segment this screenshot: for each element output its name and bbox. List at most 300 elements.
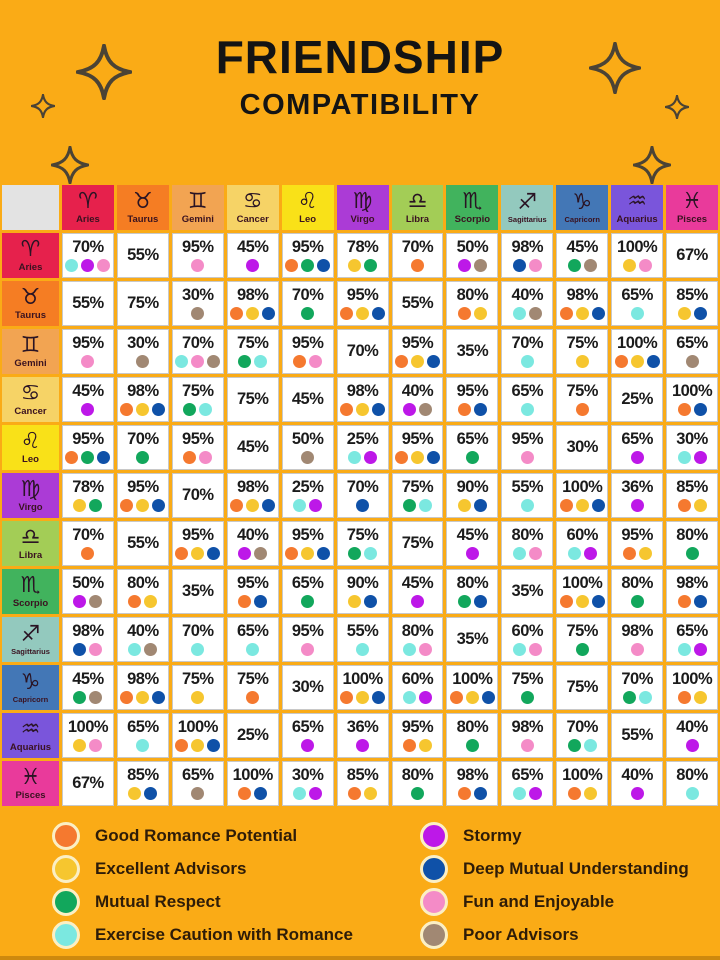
compatibility-percentage: 98% xyxy=(236,286,269,305)
trait-dots xyxy=(513,307,542,320)
row-header-scorpio xyxy=(2,569,59,614)
compatibility-percentage: 65% xyxy=(511,382,544,401)
purple-trait-dot-icon xyxy=(584,547,597,560)
compatibility-cell-scorpio-libra xyxy=(392,569,444,614)
trait-dots xyxy=(576,403,589,416)
compatibility-cell-scorpio-capricorn xyxy=(556,569,608,614)
cyan-trait-dot-icon xyxy=(521,403,534,416)
blue-trait-dot-icon xyxy=(152,691,165,704)
compatibility-cell-libra-leo xyxy=(282,521,334,566)
trait-dots xyxy=(411,259,424,272)
compatibility-cell-libra-aquarius xyxy=(611,521,663,566)
green-trait-dot-icon xyxy=(238,355,251,368)
cancer-glyph-icon: ♋ xyxy=(20,380,41,406)
brown-trait-dot-icon xyxy=(89,595,102,608)
brown-trait-dot-icon xyxy=(686,355,699,368)
trait-dots xyxy=(568,787,597,800)
cyan-trait-dot-icon xyxy=(246,643,259,656)
compatibility-percentage: 50% xyxy=(72,574,104,593)
trait-dots xyxy=(238,595,267,608)
trait-dots xyxy=(136,451,149,464)
column-header-libra xyxy=(392,185,444,230)
yellow-trait-dot-icon xyxy=(73,739,86,752)
compatibility-percentage: 85% xyxy=(676,478,708,497)
row-header-label: Scorpio xyxy=(12,597,49,609)
compatibility-percentage: 95% xyxy=(291,526,324,545)
cyan-trait-dot-icon xyxy=(568,547,581,560)
compatibility-percentage: 95% xyxy=(621,526,653,545)
trait-dots xyxy=(191,307,204,320)
legend-label: Deep Mutual Understanding xyxy=(463,859,689,878)
compatibility-percentage: 95% xyxy=(182,430,214,449)
compatibility-cell-leo-capricorn xyxy=(556,425,608,470)
compatibility-percentage: 80% xyxy=(127,574,159,593)
trait-dots xyxy=(73,643,102,656)
column-header-taurus xyxy=(117,185,169,230)
orange-trait-dot-icon xyxy=(560,499,573,512)
trait-dots xyxy=(191,691,204,704)
compatibility-percentage: 65% xyxy=(511,766,544,785)
compatibility-percentage: 98% xyxy=(511,718,544,737)
compatibility-cell-aquarius-virgo xyxy=(337,713,389,758)
blue-trait-dot-icon xyxy=(254,787,267,800)
row-header-aquarius xyxy=(2,713,59,758)
orange-trait-dot-icon xyxy=(678,595,691,608)
compatibility-percentage: 40% xyxy=(511,286,544,305)
compatibility-cell-sagittarius-libra xyxy=(392,617,444,662)
compatibility-cell-virgo-pisces xyxy=(666,473,718,518)
orange-trait-dot-icon xyxy=(293,355,306,368)
blue-trait-dot-icon xyxy=(317,547,330,560)
trait-dots xyxy=(238,787,267,800)
compatibility-cell-aries-pisces xyxy=(666,233,718,278)
compatibility-cell-leo-leo xyxy=(282,425,334,470)
compatibility-cell-taurus-aquarius xyxy=(611,281,663,326)
cyan-trait-dot-icon xyxy=(254,355,267,368)
compatibility-cell-gemini-aries xyxy=(62,329,114,374)
purple-trait-dot-icon xyxy=(403,403,416,416)
compatibility-cell-cancer-virgo xyxy=(337,377,389,422)
aries-glyph-icon: ♈ xyxy=(20,236,41,262)
compatibility-cell-libra-sagittarius xyxy=(501,521,553,566)
compatibility-percentage: 100% xyxy=(617,238,658,257)
compatibility-percentage: 100% xyxy=(562,478,603,497)
yellow-trait-dot-icon xyxy=(631,355,644,368)
orange-trait-dot-icon xyxy=(678,499,691,512)
compatibility-cell-capricorn-capricorn xyxy=(556,665,608,710)
compatibility-percentage: 45% xyxy=(291,389,324,408)
trait-dots xyxy=(631,499,644,512)
pink-trait-dot-icon xyxy=(301,643,314,656)
orange-trait-dot-icon xyxy=(560,307,573,320)
compatibility-cell-capricorn-leo xyxy=(282,665,334,710)
compatibility-cell-taurus-taurus xyxy=(117,281,169,326)
yellow-trait-dot-icon xyxy=(458,499,471,512)
trait-dots xyxy=(513,643,542,656)
trait-dots xyxy=(623,259,652,272)
sparkle-icon xyxy=(76,44,132,100)
green-trait-dot-icon xyxy=(183,403,196,416)
compatibility-percentage: 35% xyxy=(456,629,489,648)
pink-trait-dot-icon xyxy=(89,643,102,656)
legend-item-purple xyxy=(420,822,689,850)
page-title: FRIENDSHIP xyxy=(215,31,505,83)
compatibility-cell-virgo-libra xyxy=(392,473,444,518)
blue-trait-dot-icon xyxy=(427,355,440,368)
cyan-trait-dot-icon xyxy=(513,307,526,320)
compatibility-percentage: 98% xyxy=(621,622,653,641)
compatibility-cell-sagittarius-leo xyxy=(282,617,334,662)
trait-dots xyxy=(191,259,204,272)
orange-trait-dot-icon xyxy=(340,307,353,320)
green-trait-dot-icon xyxy=(466,451,479,464)
column-header-label: Aries xyxy=(76,213,100,225)
aries-glyph-icon: ♈ xyxy=(78,188,98,214)
libra-glyph-icon: ♎ xyxy=(407,188,428,214)
compatibility-percentage: 85% xyxy=(127,766,159,785)
compatibility-cell-scorpio-taurus xyxy=(117,569,169,614)
trait-dots xyxy=(403,691,432,704)
trait-dots xyxy=(678,451,707,464)
orange-trait-dot-icon xyxy=(458,307,471,320)
trait-dots xyxy=(631,307,644,320)
compatibility-percentage: 55% xyxy=(401,293,434,312)
yellow-trait-dot-icon xyxy=(136,499,149,512)
compatibility-cell-capricorn-scorpio xyxy=(446,665,498,710)
blue-trait-dot-icon xyxy=(474,595,487,608)
trait-dots xyxy=(623,691,652,704)
compatibility-cell-aries-capricorn xyxy=(556,233,608,278)
compatibility-cell-scorpio-sagittarius xyxy=(501,569,553,614)
compatibility-percentage: 60% xyxy=(511,622,544,641)
compatibility-cell-aquarius-aries xyxy=(62,713,114,758)
yellow-trait-dot-icon xyxy=(474,307,487,320)
trait-dots xyxy=(521,739,534,752)
trait-dots xyxy=(678,595,707,608)
trait-dots xyxy=(395,355,440,368)
compatibility-percentage: 55% xyxy=(127,245,159,264)
trait-dots xyxy=(246,259,259,272)
purple-trait-dot-icon xyxy=(309,499,322,512)
compatibility-percentage: 95% xyxy=(182,526,214,545)
brown-trait-dot-icon xyxy=(584,259,597,272)
column-header-scorpio xyxy=(446,185,498,230)
blue-trait-dot-icon xyxy=(474,403,487,416)
compatibility-cell-sagittarius-virgo xyxy=(337,617,389,662)
compatibility-percentage: 35% xyxy=(511,581,544,600)
green-legend-dot-icon xyxy=(52,888,80,916)
compatibility-percentage: 40% xyxy=(236,526,269,545)
virgo-glyph-icon: ♍ xyxy=(352,188,373,214)
compatibility-cell-taurus-gemini xyxy=(172,281,224,326)
compatibility-percentage: 75% xyxy=(566,334,598,353)
cyan-trait-dot-icon xyxy=(521,499,534,512)
compatibility-cell-virgo-cancer xyxy=(227,473,279,518)
compatibility-cell-leo-scorpio xyxy=(446,425,498,470)
blue-trait-dot-icon xyxy=(694,307,707,320)
purple-trait-dot-icon xyxy=(364,451,377,464)
compatibility-cell-sagittarius-capricorn xyxy=(556,617,608,662)
trait-dots xyxy=(285,259,330,272)
compatibility-percentage: 40% xyxy=(676,718,708,737)
compatibility-cell-pisces-aquarius xyxy=(611,761,663,806)
brown-trait-dot-icon xyxy=(191,787,204,800)
compatibility-percentage: 25% xyxy=(621,389,653,408)
compatibility-cell-pisces-scorpio xyxy=(446,761,498,806)
compatibility-percentage: 98% xyxy=(72,622,104,641)
column-header-capricorn xyxy=(556,185,608,230)
cyan-trait-dot-icon xyxy=(191,643,204,656)
purple-trait-dot-icon xyxy=(631,787,644,800)
compatibility-cell-gemini-libra xyxy=(392,329,444,374)
cyan-trait-dot-icon xyxy=(199,403,212,416)
compatibility-percentage: 95% xyxy=(236,574,269,593)
trait-dots xyxy=(340,403,385,416)
brown-trait-dot-icon xyxy=(89,691,102,704)
compatibility-matrix xyxy=(2,185,718,806)
compatibility-cell-sagittarius-gemini xyxy=(172,617,224,662)
trait-dots xyxy=(576,643,589,656)
compatibility-cell-gemini-scorpio xyxy=(446,329,498,374)
compatibility-cell-virgo-aquarius xyxy=(611,473,663,518)
orange-trait-dot-icon xyxy=(403,739,416,752)
compatibility-percentage: 95% xyxy=(511,430,544,449)
trait-dots xyxy=(678,643,707,656)
blue-trait-dot-icon xyxy=(317,259,330,272)
column-header-pisces xyxy=(666,185,718,230)
trait-dots xyxy=(513,547,542,560)
yellow-trait-dot-icon xyxy=(694,691,707,704)
compatibility-cell-cancer-pisces xyxy=(666,377,718,422)
yellow-trait-dot-icon xyxy=(576,355,589,368)
column-header-label: Scorpio xyxy=(454,213,491,225)
row-header-cancer xyxy=(2,377,59,422)
pink-trait-dot-icon xyxy=(97,259,110,272)
compatibility-cell-capricorn-virgo xyxy=(337,665,389,710)
orange-trait-dot-icon xyxy=(238,595,251,608)
page-subtitle: COMPATIBILITY xyxy=(239,89,481,121)
trait-dots xyxy=(183,403,212,416)
compatibility-percentage: 98% xyxy=(456,766,489,785)
aquarius-glyph-icon: ♒ xyxy=(20,716,41,742)
aquarius-glyph-icon: ♒ xyxy=(627,188,647,214)
compatibility-cell-scorpio-leo xyxy=(282,569,334,614)
compatibility-cell-leo-cancer xyxy=(227,425,279,470)
trait-dots xyxy=(631,451,644,464)
yellow-trait-dot-icon xyxy=(191,739,204,752)
pink-trait-dot-icon xyxy=(521,739,534,752)
orange-trait-dot-icon xyxy=(230,307,243,320)
column-header-label: Libra xyxy=(405,213,430,225)
compatibility-cell-cancer-gemini xyxy=(172,377,224,422)
sparkle-icon xyxy=(589,42,641,94)
cyan-trait-dot-icon xyxy=(293,787,306,800)
compatibility-percentage: 65% xyxy=(291,718,324,737)
row-header-label: Leo xyxy=(22,453,39,465)
compatibility-cell-scorpio-cancer xyxy=(227,569,279,614)
purple-trait-dot-icon xyxy=(466,547,479,560)
compatibility-percentage: 50% xyxy=(291,430,324,449)
compatibility-cell-taurus-virgo xyxy=(337,281,389,326)
trait-dots xyxy=(293,499,322,512)
compatibility-percentage: 36% xyxy=(621,478,653,497)
trait-dots xyxy=(356,499,369,512)
compatibility-percentage: 95% xyxy=(72,334,104,353)
compatibility-percentage: 70% xyxy=(346,478,379,497)
compatibility-percentage: 70% xyxy=(566,718,598,737)
compatibility-cell-capricorn-pisces xyxy=(666,665,718,710)
trait-dots xyxy=(301,595,314,608)
compatibility-percentage: 45% xyxy=(72,382,104,401)
matrix-corner-cell xyxy=(2,185,59,230)
orange-trait-dot-icon xyxy=(458,403,471,416)
pink-trait-dot-icon xyxy=(529,547,542,560)
trait-dots xyxy=(403,643,432,656)
row-header-label: Capricorn xyxy=(12,694,49,704)
trait-dots xyxy=(128,595,157,608)
compatibility-percentage: 75% xyxy=(566,382,598,401)
legend-label: Excellent Advisors xyxy=(95,859,247,878)
trait-dots xyxy=(120,691,165,704)
trait-dots xyxy=(175,355,220,368)
compatibility-cell-cancer-aries xyxy=(62,377,114,422)
compatibility-percentage: 45% xyxy=(236,437,269,456)
blue-trait-dot-icon xyxy=(474,787,487,800)
compatibility-cell-cancer-aquarius xyxy=(611,377,663,422)
compatibility-percentage: 90% xyxy=(456,478,489,497)
row-header-gemini xyxy=(2,329,59,374)
compatibility-cell-taurus-leo xyxy=(282,281,334,326)
orange-trait-dot-icon xyxy=(623,547,636,560)
trait-dots xyxy=(246,643,259,656)
orange-trait-dot-icon xyxy=(230,499,243,512)
cyan-trait-dot-icon xyxy=(364,547,377,560)
blue-trait-dot-icon xyxy=(356,499,369,512)
orange-trait-dot-icon xyxy=(183,451,196,464)
green-trait-dot-icon xyxy=(411,787,424,800)
compatibility-cell-aquarius-sagittarius xyxy=(501,713,553,758)
compatibility-percentage: 75% xyxy=(236,389,269,408)
compatibility-percentage: 70% xyxy=(182,334,214,353)
compatibility-percentage: 75% xyxy=(401,478,434,497)
compatibility-cell-aries-gemini xyxy=(172,233,224,278)
bottom-edge-shadow xyxy=(0,956,720,960)
blue-trait-dot-icon xyxy=(73,643,86,656)
compatibility-cell-pisces-leo xyxy=(282,761,334,806)
compatibility-percentage: 95% xyxy=(182,238,214,257)
compatibility-percentage: 95% xyxy=(401,334,434,353)
cyan-trait-dot-icon xyxy=(513,643,526,656)
column-header-virgo xyxy=(337,185,389,230)
row-header-capricorn xyxy=(2,665,59,710)
compatibility-cell-capricorn-libra xyxy=(392,665,444,710)
cyan-trait-dot-icon xyxy=(419,499,432,512)
yellow-trait-dot-icon xyxy=(348,259,361,272)
green-trait-dot-icon xyxy=(301,595,314,608)
purple-trait-dot-icon xyxy=(631,451,644,464)
trait-dots xyxy=(81,403,94,416)
compatibility-percentage: 65% xyxy=(456,430,489,449)
sparkle-icon xyxy=(31,94,55,118)
legend-column-left xyxy=(52,822,420,949)
trait-dots xyxy=(348,259,377,272)
trait-dots xyxy=(678,403,707,416)
compatibility-cell-scorpio-virgo xyxy=(337,569,389,614)
compatibility-cell-sagittarius-aquarius xyxy=(611,617,663,662)
compatibility-percentage: 65% xyxy=(182,766,214,785)
yellow-trait-dot-icon xyxy=(576,499,589,512)
green-trait-dot-icon xyxy=(458,595,471,608)
cyan-trait-dot-icon xyxy=(403,691,416,704)
row-header-label: Aries xyxy=(18,261,43,273)
sparkle-icon xyxy=(665,95,689,119)
legend xyxy=(52,822,689,949)
yellow-trait-dot-icon xyxy=(466,691,479,704)
compatibility-percentage: 80% xyxy=(621,574,653,593)
compatibility-cell-capricorn-taurus xyxy=(117,665,169,710)
pink-trait-dot-icon xyxy=(81,355,94,368)
purple-trait-dot-icon xyxy=(73,595,86,608)
compatibility-percentage: 100% xyxy=(562,766,603,785)
compatibility-cell-cancer-capricorn xyxy=(556,377,608,422)
yellow-trait-dot-icon xyxy=(246,499,259,512)
yellow-trait-dot-icon xyxy=(639,547,652,560)
row-header-label: Sagittarius xyxy=(11,646,50,656)
column-header-leo xyxy=(282,185,334,230)
orange-trait-dot-icon xyxy=(246,691,259,704)
trait-dots xyxy=(348,451,377,464)
trait-dots xyxy=(65,451,110,464)
cyan-trait-dot-icon xyxy=(348,451,361,464)
blue-trait-dot-icon xyxy=(694,595,707,608)
row-header-label: Cancer xyxy=(14,405,47,417)
row-header-label: Pisces xyxy=(15,789,46,801)
compatibility-cell-cancer-taurus xyxy=(117,377,169,422)
taurus-glyph-icon: ♉ xyxy=(133,188,153,214)
compatibility-percentage: 80% xyxy=(676,526,708,545)
compatibility-cell-virgo-sagittarius xyxy=(501,473,553,518)
row-header-virgo xyxy=(2,473,59,518)
compatibility-percentage: 40% xyxy=(401,382,434,401)
compatibility-percentage: 70% xyxy=(401,238,434,257)
yellow-trait-dot-icon xyxy=(246,307,259,320)
compatibility-cell-capricorn-cancer xyxy=(227,665,279,710)
compatibility-cell-virgo-gemini xyxy=(172,473,224,518)
cyan-trait-dot-icon xyxy=(521,355,534,368)
row-header-sagittarius xyxy=(2,617,59,662)
compatibility-percentage: 40% xyxy=(621,766,653,785)
compatibility-cell-scorpio-scorpio xyxy=(446,569,498,614)
compatibility-percentage: 98% xyxy=(566,286,598,305)
green-trait-dot-icon xyxy=(576,643,589,656)
yellow-trait-dot-icon xyxy=(576,307,589,320)
legend-item-brown xyxy=(420,921,689,949)
compatibility-percentage: 95% xyxy=(127,478,159,497)
compatibility-cell-leo-virgo xyxy=(337,425,389,470)
compatibility-cell-cancer-libra xyxy=(392,377,444,422)
leo-glyph-icon: ♌ xyxy=(297,188,318,214)
virgo-glyph-icon: ♍ xyxy=(20,476,41,502)
yellow-trait-dot-icon xyxy=(136,691,149,704)
compatibility-percentage: 75% xyxy=(401,533,434,552)
compatibility-cell-sagittarius-scorpio xyxy=(446,617,498,662)
brown-legend-dot-icon xyxy=(420,921,448,949)
compatibility-cell-taurus-aries xyxy=(62,281,114,326)
compatibility-percentage: 55% xyxy=(72,293,104,312)
column-header-label: Capricorn xyxy=(564,214,600,224)
compatibility-cell-libra-cancer xyxy=(227,521,279,566)
compatibility-percentage: 80% xyxy=(511,526,544,545)
